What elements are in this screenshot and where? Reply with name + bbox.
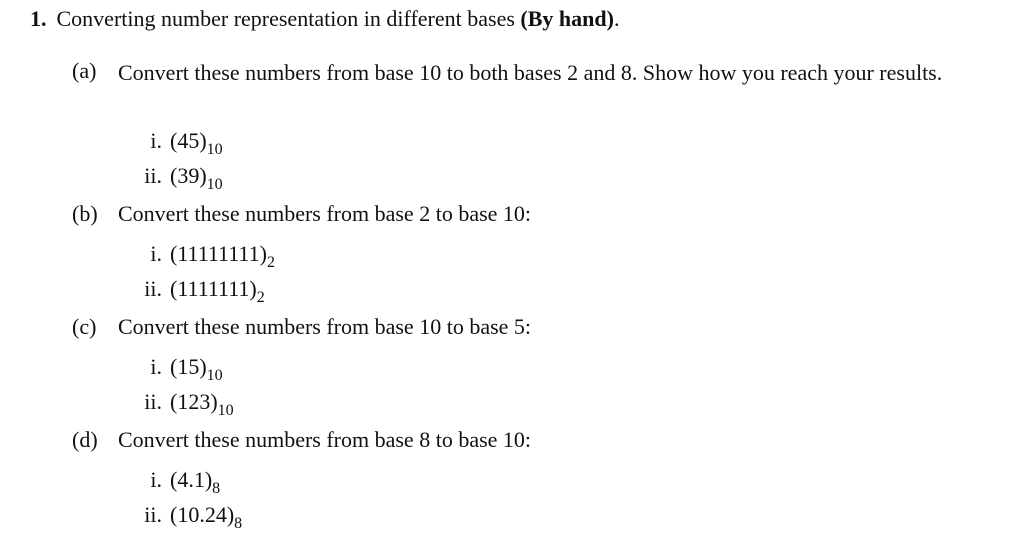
item-label: ii.: [144, 389, 162, 414]
item-value: (39): [170, 163, 207, 188]
item-value: (1111111): [170, 276, 257, 301]
item-value: (11111111): [170, 241, 267, 266]
item-label: i.: [150, 354, 162, 379]
item-label: ii.: [144, 163, 162, 188]
item-label: ii.: [144, 502, 162, 527]
part-a: [72, 58, 968, 88]
item-label: ii.: [144, 276, 162, 301]
part-d: [72, 427, 531, 453]
list-item: [128, 163, 223, 193]
item-base: 10: [206, 367, 223, 384]
question-number: 1.: [30, 6, 47, 31]
item-value: (10.24): [170, 502, 235, 527]
list-item: [128, 389, 234, 419]
item-value: (45): [170, 128, 207, 153]
list-item: [128, 276, 265, 306]
item-value: (15): [170, 354, 207, 379]
part-text: Convert these numbers from base 10 to both bases 2 and 8. Show how you reach your results.: [118, 60, 943, 85]
item-value: (4.1): [170, 467, 213, 492]
question-title: [30, 6, 619, 32]
part-label: (c): [72, 314, 97, 339]
part-label: (b): [72, 201, 98, 226]
part-text: Convert these numbers from base 10 to base 5:: [118, 314, 532, 339]
part-b: [72, 201, 531, 227]
part-label: (a): [72, 58, 97, 83]
item-label: i.: [150, 467, 162, 492]
list-item: [128, 354, 223, 384]
item-label: i.: [150, 241, 162, 266]
item-base: 8: [234, 515, 243, 532]
list-item: [128, 241, 275, 271]
item-base: 10: [206, 141, 223, 158]
part-text: Convert these numbers from base 2 to base 10:: [118, 201, 532, 226]
item-base: 8: [212, 480, 221, 497]
item-base: 2: [266, 254, 275, 271]
item-base: 2: [256, 289, 265, 306]
part-c: [72, 314, 531, 340]
list-item: [128, 502, 243, 532]
item-value: (123): [170, 389, 218, 414]
part-label: (d): [72, 427, 98, 452]
question-title-text: Converting number representation in different bases: [56, 6, 515, 31]
item-base: 10: [217, 402, 234, 419]
item-base: 10: [206, 176, 223, 193]
question-title-emphasis: (By hand): [520, 6, 614, 31]
item-label: i.: [150, 128, 162, 153]
list-item: [128, 128, 223, 158]
question-title-end: .: [613, 6, 620, 31]
part-text: Convert these numbers from base 8 to base 10:: [118, 427, 532, 452]
list-item: [128, 467, 221, 497]
